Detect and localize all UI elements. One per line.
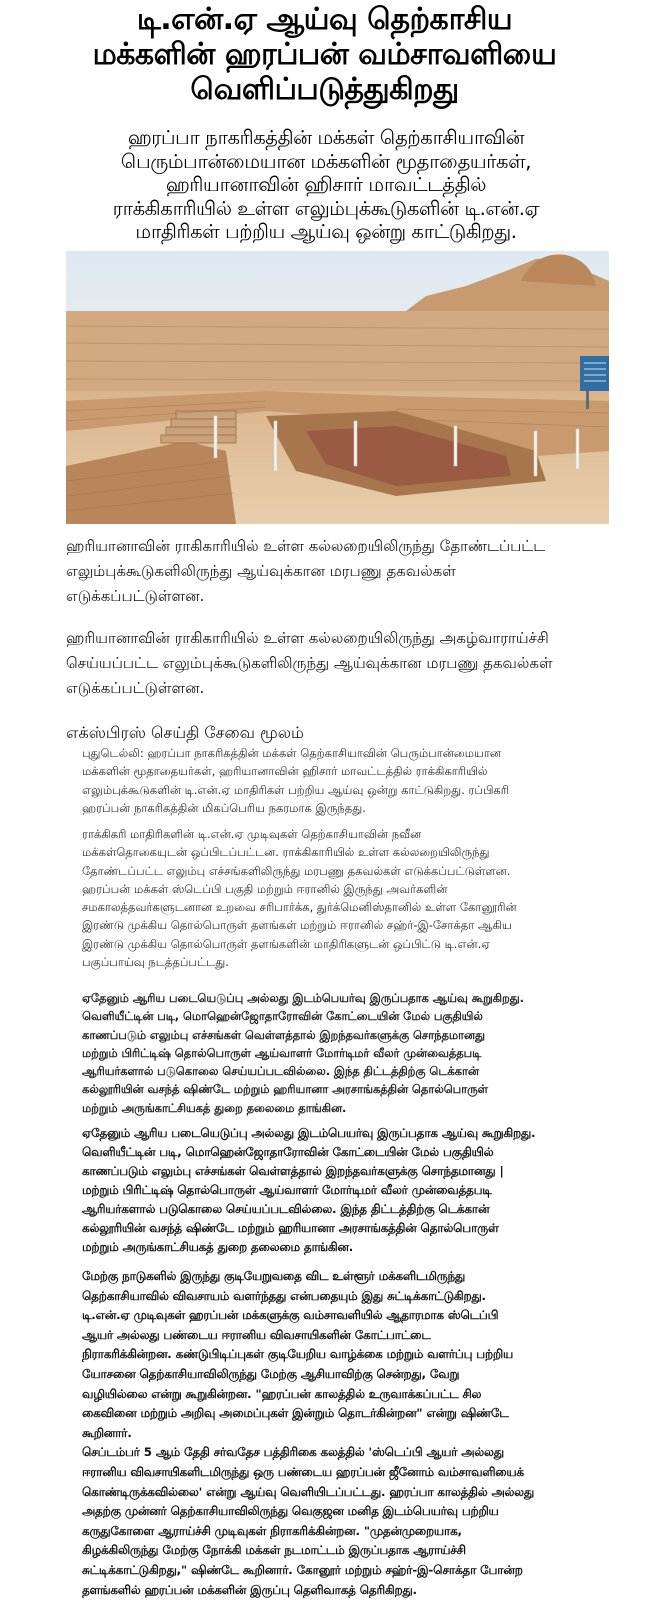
paragraph-line: இரண்டு முக்கிய தொல்பொருள் தளங்களின் மாதிரிகளுடன் ஒப்பிட்டு டி.என்.ஏ (82, 936, 491, 951)
paragraph-line: புதுடெல்லி: ஹரப்பா நாகரிகத்தின் மக்கள் தெற்காசியாவின் பெரும்பான்மையான (82, 746, 502, 760)
mohenjo-daro-photo (66, 251, 609, 524)
article-paragraph (82, 825, 627, 971)
article-paragraph (82, 744, 627, 817)
headline-line: டி.என்.ஏ ஆய்வு தெற்காசிய (136, 2, 513, 37)
headline (0, 2, 649, 107)
caption-line: ஹரியானாவின் ராகிகாரியில் உள்ள கல்லறையிலிருந்து தோண்டப்பட்ட (66, 537, 546, 555)
paragraph-line: மற்றும் அருங்காட்சியகத் துறை தலைமை தாங்கின. (82, 1100, 347, 1115)
subheadline-line: மாதிரிகள் பற்றிய ஆய்வு ஒன்று காட்டுகிறது. (135, 220, 517, 243)
paragraph-line: ஈரானிய விவசாயிகளிடமிருந்து ஒரு பண்டைய ஹரப்பன் ஜீனோம் வம்சாவளியைக் (82, 1464, 524, 1479)
article-paragraph (82, 1267, 627, 1600)
subheadline-line: ஹரியானாவின் ஹிசார் மாவட்டத்தில் (165, 173, 487, 196)
paragraph-line: டி.என்.ஏ முடிவுகள் ஹரப்பன் மக்களுக்கு வம்சாவளியில் ஆதாரமாக ஸ்டெப்பி (82, 1308, 499, 1323)
paragraph-line: கல்லூரியின் வசந்த் ஷிண்டே மற்றும் ஹரியானா அரசாங்கத்தின் தொல்பொருள் (82, 1221, 499, 1235)
subheadline-line: ஹரப்பா நாகரிகத்தின் மக்கள் தெற்காசியாவின் (127, 126, 525, 149)
paragraph-line: அதற்கு முன்னர் தெற்காசியாவிலிருந்து வெகுஜன மனித இடம்பெயர்வு பற்றிய (82, 1504, 499, 1519)
caption-line: செய்யப்பட்ட எலும்புக்கூடுகளிலிருந்து ஆய்வுக்கான மரபணு தகவல்கள் (66, 654, 553, 672)
paragraph-line: மேற்கு நாடுகளில் இருந்து குடியேறுவதை விட உள்ளூர் மக்களிடமிருந்து (82, 1269, 466, 1283)
paragraph-line: வழியில்லை என்று கூறுகின்றன. "ஹரப்பன் காலத்தில் உருவாக்கப்பட்ட சில (82, 1386, 482, 1401)
paragraph-line: தெற்காசியாவில் விவசாயம் வளர்ந்தது என்பதையும் இது சுட்டிக்காட்டுகிறது. (82, 1288, 486, 1303)
headline-line: மக்களின் ஹரப்பன் வம்சாவளியை (92, 37, 557, 72)
paragraph-line: கிழக்கிலிருந்து மேற்கு நோக்கி மக்கள் நடமாட்டம் இருப்பதாக ஆராய்ச்சி (82, 1543, 466, 1558)
photo-caption (66, 534, 626, 609)
caption-line: எடுக்கப்பட்டுள்ளன. (66, 587, 205, 605)
photo-caption-repeat (66, 626, 626, 701)
article-paragraph (82, 989, 627, 1117)
paragraph-line: இரண்டு முக்கிய தொல்பொருள் தளங்கள் மற்றும் ஈரானில் சஹ்ர்-இ-சோக்தா ஆகிய (82, 918, 512, 933)
caption-line: ஹரியானாவின் ராகிகாரியில் உள்ள கல்லறையிலிருந்து அகழ்வாராய்ச்சி (66, 629, 549, 647)
article-paragraph (82, 1124, 627, 1257)
paragraph-line: காணப்படும் எலும்பு எச்சங்கள் வெள்ளத்தால் இறந்தவர்களுக்கு சொந்தமானது (82, 1027, 485, 1042)
paragraph-line: மற்றும் பிரிட்டிஷ் தொல்பொருள் ஆய்வாளர் மோர்டிமர் வீலர் முன்வைத்தபடி (82, 1045, 482, 1060)
paragraph-line: எலும்புக்கூடுகளின் டி.என்.ஏ மாதிரிகள் பற்றிய ஆய்வு ஒன்று காட்டுகிறது. ரப்பிகரி (82, 782, 510, 797)
paragraph-line: கொண்டிருக்கவில்லை' என்று ஆய்வு வெளியிடப்பட்டது. ஹரப்பா காலத்தில் அல்லது (82, 1484, 534, 1499)
paragraph-line: மற்றும் பிரிட்டிஷ் தொல்பொருள் ஆய்வாளர் மோர்டிமர் வீலர் முன்வைத்தபடி (82, 1183, 492, 1197)
paragraph-line: வெளியீட்டின் படி, மொஹென்ஜோதாரோவின் கோட்டையின் மேல் பகுதியில் (82, 1009, 483, 1024)
caption-line: எடுக்கப்பட்டுள்ளன. (66, 679, 205, 697)
paragraph-line: ஆரியர்களால் படுகொலை செய்யப்படவில்லை. இந்த திட்டத்திற்கு டெக்கான் (82, 1202, 490, 1216)
paragraph-line: பகுப்பாய்வு நடத்தப்பட்டது. (82, 955, 229, 970)
paragraph-line: ஏதேனும் ஆரிய படையெடுப்பு அல்லது இடம்பெயர்வு இருப்பதாக ஆய்வு கூறுகிறது. (82, 1126, 536, 1140)
paragraph-line: கல்லூரியின் வசந்த் ஷிண்டே மற்றும் ஹரியானா அரசாங்கத்தின் தொல்பொருள் (82, 1082, 488, 1097)
signboard (580, 356, 609, 391)
headline-line: வெளிப்படுத்துகிறது (190, 72, 459, 107)
paragraph-line: வெளியீட்டின் படி, மொஹென்ஜோதாரோவின் கோட்டையின் மேல் பகுதியில் (82, 1145, 494, 1159)
byline: எக்ஸ்பிரஸ் செய்தி சேவை மூலம் (66, 723, 304, 742)
paragraph-line: யோசனை தெற்காசியாவிலிருந்து மேற்கு ஆசியாவிற்கு சென்றது, வேறு (82, 1366, 460, 1381)
paragraph-line: கருதுகோளை ஆராய்ச்சி முடிவுகள் நிராகரிக்கின்றன. "முதன்முறையாக, (82, 1523, 462, 1538)
paragraph-line: ராக்கிகரி மாதிரிகளின் டி.என்.ஏ முடிவுகள் தெற்காசியாவின் நவீன (82, 827, 422, 841)
ruins-illustration (66, 251, 609, 524)
paragraph-line: மக்கள்தொகையுடன் ஒப்பிடப்பட்டன. ராக்கிகாரியில் உள்ள கல்லறையிலிருந்து (82, 845, 490, 860)
paragraph-line: மக்களின் மூதாதையர்கள், ஹரியானாவின் ஹிசார் மாவட்டத்தில் ராக்கிகாரியில் (82, 764, 488, 779)
background-walls (66, 311, 609, 401)
caption-line: எலும்புக்கூடுகளிலிருந்து ஆய்வுக்கான மரபணு தகவல்கள் (66, 562, 456, 580)
paragraph-line: தோண்டப்பட்ட எலும்பு எச்சங்களிலிருந்து மரபணு தகவல்கள் எடுக்கப்பட்டுள்ளன. (82, 863, 511, 878)
paragraph-line: ஏதேனும் ஆரிய படையெடுப்பு அல்லது இடம்பெயர்வு இருப்பதாக ஆய்வு கூறுகிறது. (82, 991, 524, 1005)
paragraph-line: ஆரியர்களால் படுகொலை செய்யப்படவில்லை. இந்த திட்டத்திற்கு டெக்கான் (82, 1064, 479, 1079)
paragraph-line: தளங்களில் ஹரப்பன் மக்களின் இருப்பு தெளிவாகத் தெரிகிறது. (82, 1582, 417, 1597)
paragraph-line: ஆயர் அல்லது பண்டைய ஈரானிய விவசாயிகளின் கோட்பாட்டை (82, 1327, 431, 1342)
paragraph-line: கைவினை மற்றும் அறிவு அமைப்புகள் இன்றும் தொடர்கின்றன" என்று ஷிண்டே (82, 1406, 509, 1421)
paragraph-line: நிராகரிக்கின்றன. கண்டுபிடிப்புகள் குடியேறிய வாழ்க்கை மற்றும் வளர்ப்பு பற்றிய (82, 1347, 513, 1362)
subheadline-line: பெரும்பான்மையான மக்களின் மூதாதையர்கள், (120, 149, 532, 173)
paragraph-line: செப்டம்பர் 5 ஆம் தேதி சர்வதேச பத்திரிகை கலத்தில் 'ஸ்டெப்பி ஆயர் அல்லது (82, 1445, 504, 1460)
paragraph-line: மற்றும் அருங்காட்சியகத் துறை தலைமை தாங்கின. (82, 1240, 354, 1254)
subheadline-line: ராக்கிகாரியில் உள்ள எலும்புக்கூடுகளின் டி.என்.ஏ (112, 196, 540, 220)
subheadline (6, 126, 646, 244)
paragraph-line: ஹரப்பன் மக்கள் ஸ்டெப்பி பகுதி மற்றும் ஈரானில் இருந்து அவர்களின் (82, 881, 448, 896)
paragraph-line: ஹரப்பன் நாகரிகத்தின் மிகப்பெரிய நகரமாக இருந்தது. (82, 800, 366, 815)
paragraph-line: சுட்டிக்காட்டுகிறது," ஷிண்டே கூறினார். கோனூர் மற்றும் சஹ்ர்-இ-சொக்தா போன்ற (82, 1562, 523, 1577)
paragraph-line: சமகாலத்தவர்களுடனான உறவை சரிபார்க்க, துர்க்மெனிஸ்தானில் உள்ள கோனூரின் (82, 900, 517, 915)
paragraph-line: கூறினார். (82, 1425, 132, 1440)
paragraph-line: காணப்படும் எலும்பு எச்சங்கள் வெள்ளத்தால் இறந்தவர்களுக்கு சொந்தமானது | (82, 1164, 504, 1178)
